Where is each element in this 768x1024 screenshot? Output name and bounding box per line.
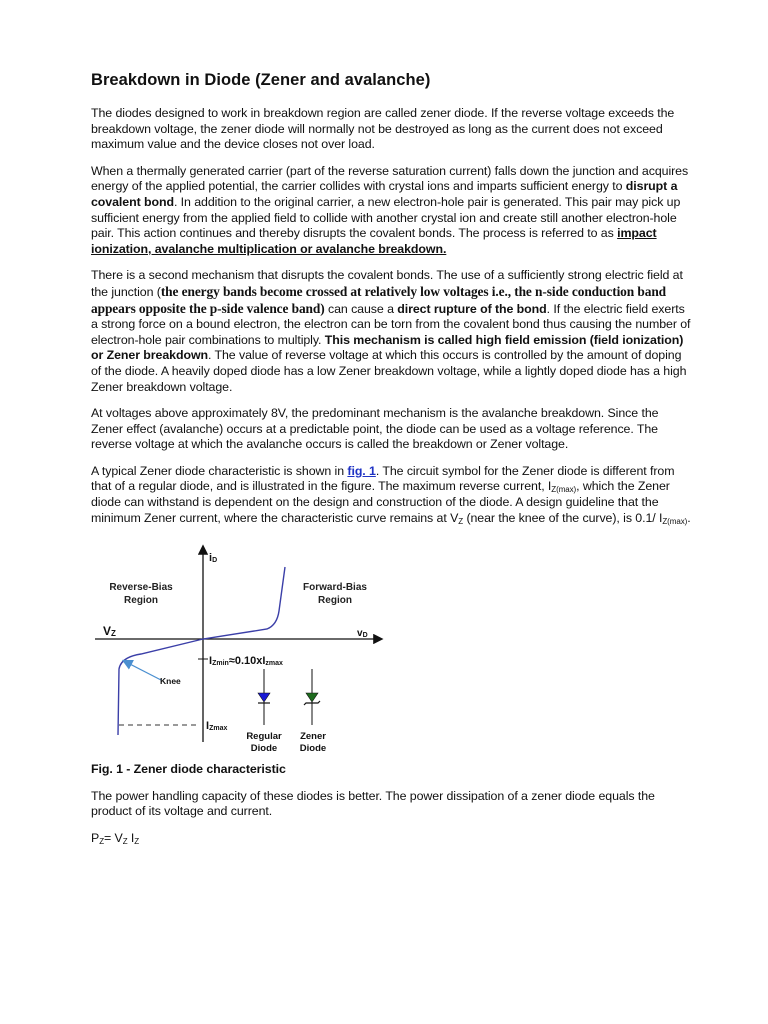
paragraph-zener-intro: The diodes designed to work in breakdown region are called zener diode. If the reverse voltage exceeds the breakdown voltage, the zener diode will normally not be destroyed as long as the current does not exceed maximum value and the device closes not over load. — [91, 106, 675, 152]
forward-bias-label-line2: Region — [318, 595, 352, 607]
zener-diode-icon — [304, 669, 320, 725]
zener-characteristic-figure — [91, 537, 391, 752]
bold-underlined-text: impact ionization, avalanche multiplication or avalanche breakdown. — [91, 226, 657, 256]
text-run: (near the knee of the curve), is 0.1/ I — [463, 510, 663, 525]
x-axis-label: vD — [357, 628, 368, 640]
document-page — [91, 68, 691, 858]
paragraph-zener-characteristic — [91, 464, 691, 526]
document-title: Breakdown in Diode (Zener and avalanche) — [91, 71, 431, 89]
forward-bias-label: Forward-Bias — [303, 582, 367, 594]
zener-diode-label: Zener — [300, 731, 326, 743]
regular-diode-label-line2: Diode — [250, 743, 278, 753]
zener-diode-label-line2: Diode — [299, 743, 327, 753]
paragraph-power-dissipation: The power handling capacity of these diodes is better. The power dissipation of a zener diode equals the product of its voltage and current. — [91, 788, 655, 819]
subscript: Z — [99, 837, 104, 847]
bold-text: This mechanism is called high field emission (field ionization) or Zener breakdown — [91, 332, 684, 363]
text-run: . The value of reverse voltage at which this occurs is controlled by the amount of doping of the diode. A heavily doped diode has a low Zener breakdown voltage, while a lightly doped diode has a high Zener breakdown voltage. — [91, 348, 687, 394]
text-run: There is a second mechanism that disrupts the covalent bonds. The use of a sufficiently strong electric field at the junction ( — [91, 268, 683, 299]
formula-eq: = V — [104, 831, 123, 846]
paragraph-avalanche-voltage: At voltages above approximately 8V, the predominant mechanism is the avalanche breakdown. Since the Zener effect (avalanche) occurs at a predictable point, the diode can be used as a voltage reference. The reverse voltage at which the avalanche occurs is called the breakdown or Zener voltage. — [91, 406, 659, 452]
power-formula — [91, 831, 691, 847]
subscript: Z(max) — [662, 516, 688, 526]
text-run: When a thermally generated carrier (part of the reverse saturation current) falls down the junction and acquires energy of the applied potential, the carrier collides with crystal ions and imparts sufficient energy to — [91, 163, 689, 194]
reverse-bias-label-line2: Region — [124, 595, 158, 607]
text-run: . The circuit symbol for the Zener diode is different from that of a regular diode, and is illustrated in the figure. The maximum reverse current, I — [91, 463, 675, 494]
regular-diode-icon — [258, 669, 270, 725]
text-run: , which the Zener diode can withstand is dependent on the design and construction of the diode. A design guideline that the minimum Zener current, where the characteristic curve remains at V — [91, 479, 670, 525]
iv-curve-diagram — [91, 537, 391, 752]
subscript: Z — [458, 516, 464, 526]
formula-i: I — [127, 831, 135, 846]
subscript: Z — [134, 837, 140, 847]
paragraph-zener-mechanism — [91, 268, 691, 395]
figure-caption: Fig. 1 - Zener diode characteristic — [91, 762, 286, 777]
text-run: . — [687, 510, 691, 525]
subscript: Z — [122, 837, 128, 847]
fig-1-link[interactable]: fig. 1 — [347, 463, 376, 478]
izmax-label: IZmax — [206, 720, 228, 733]
bold-text: disrupt a covalent bond — [91, 179, 678, 209]
text-run: . If the electric field exerts a strong force on a bound electron, the electron can be torn from the covalent bond thus causing the number of electron-hole pair combinations to multiply. — [91, 301, 691, 347]
izmin-label: IZmin≈0.10xIzmax — [209, 655, 283, 668]
regular-diode-label: Regular — [246, 731, 282, 743]
vz-label: VZ — [103, 624, 116, 639]
paragraph-avalanche-mechanism — [91, 164, 691, 258]
y-axis-label: iD — [209, 552, 218, 565]
text-run: . In addition to the original carrier, a new electron-hole pair is generated. This pair may pick up sufficient energy from the applied field to collide with another crystal ion and create still another electron-hole pair. This action continues and thereby disrupts the covalent bonds. The process is referred to as — [91, 194, 681, 241]
knee-arrow — [124, 661, 161, 680]
serif-bold-text: the energy bands become crossed at relatively low voltages i.e., the n-side conduction band appears opposite the p-side valence band) — [91, 283, 667, 316]
formula-p: P — [91, 831, 100, 846]
text-run: A typical Zener diode characteristic is shown in — [91, 463, 348, 478]
text-run: can cause a — [324, 301, 398, 316]
knee-label: Knee — [160, 676, 181, 687]
subscript: Z(max) — [551, 485, 577, 495]
bold-text: direct rupture of the bond — [397, 301, 547, 316]
reverse-bias-label: Reverse-Bias — [109, 582, 173, 594]
